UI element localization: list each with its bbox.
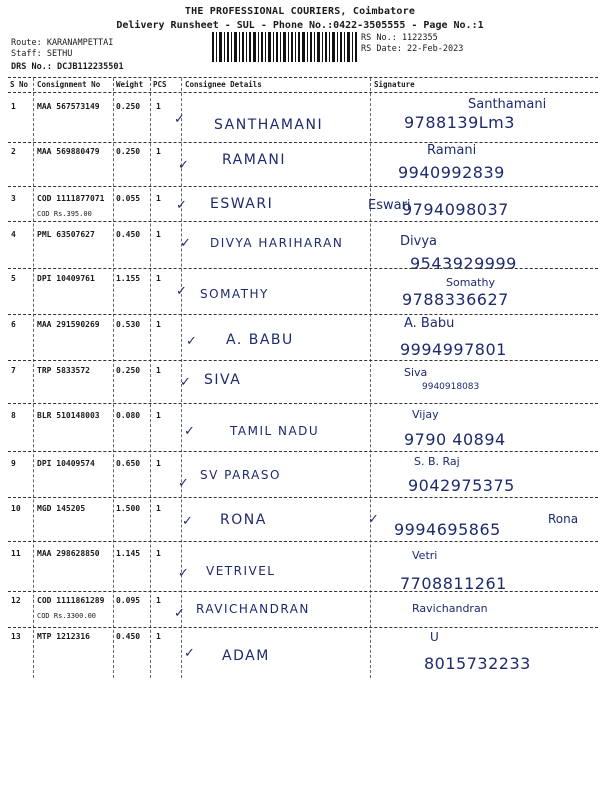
- row-pcs: 1: [156, 632, 161, 641]
- row-sno: 7: [11, 366, 16, 375]
- row-rule: [8, 186, 598, 187]
- tick-mark: ✓: [176, 198, 187, 213]
- signature: Somathy: [446, 276, 495, 289]
- row-consignment-no: COD 1111861289: [37, 596, 105, 605]
- row-weight: 0.250: [116, 147, 141, 156]
- tick-mark: ✓: [368, 512, 379, 527]
- tick-mark: ✓: [174, 112, 185, 127]
- row-weight: 0.250: [116, 366, 141, 375]
- row-weight: 0.650: [116, 459, 141, 468]
- row-rule: [8, 142, 598, 143]
- signature: Siva: [404, 366, 428, 379]
- tick-mark: ✓: [184, 646, 195, 661]
- signature: Santhamani: [468, 97, 547, 112]
- col-header-consignment: Consignment No: [37, 80, 101, 89]
- consignee-name: SIVA: [204, 372, 242, 388]
- signature: Rona: [548, 512, 579, 526]
- row-sno: 5: [11, 274, 16, 283]
- tick-mark: ✓: [186, 334, 197, 349]
- signature: Divya: [400, 234, 437, 249]
- consignee-name: TAMIL NADU: [230, 424, 320, 438]
- row-weight: 0.095: [116, 596, 141, 605]
- col-header-signature: Signature: [374, 80, 415, 89]
- row-consignment-no: DPI 10409574: [37, 459, 95, 468]
- tick-mark: ✓: [174, 606, 185, 621]
- phone-number: 8015732233: [424, 654, 531, 673]
- row-sno: 3: [11, 194, 16, 203]
- rs-date: RS Date: 22-Feb-2023: [361, 44, 464, 54]
- row-consignment-no: DPI 10409761: [37, 274, 95, 283]
- row-sno: 4: [11, 230, 16, 239]
- cod-amount: COD Rs.3300.00: [37, 612, 97, 620]
- row-sno: 13: [11, 632, 21, 641]
- row-rule: [8, 497, 598, 498]
- tick-mark: ✓: [176, 284, 187, 299]
- phone-number: 9994997801: [400, 340, 507, 359]
- row-consignment-no: MTP 1212316: [37, 632, 90, 641]
- tick-mark: ✓: [178, 566, 189, 581]
- signature: Ramani: [427, 143, 477, 158]
- row-consignment-no: MGD 145205: [37, 504, 86, 513]
- row-weight: 1.155: [116, 274, 141, 283]
- runsheet-subtitle: Delivery Runsheet - SUL - Phone No.:0422-3505555 - Page No.:1: [116, 20, 484, 31]
- row-rule: [8, 403, 598, 404]
- tick-mark: ✓: [180, 375, 191, 390]
- row-sno: 2: [11, 147, 16, 156]
- row-pcs: 1: [156, 596, 161, 605]
- signature: Vijay: [412, 408, 439, 421]
- signature: A. Babu: [404, 316, 455, 331]
- col-divider: [113, 78, 114, 678]
- consignee-name: RAMANI: [222, 152, 286, 168]
- tick-mark: ✓: [182, 514, 193, 529]
- consignee-name: RAVICHANDRAN: [196, 602, 310, 616]
- row-rule: [8, 627, 598, 628]
- phone-number: 9790 40894: [404, 430, 506, 449]
- row-rule: [8, 268, 598, 269]
- phone-number: 9994695865: [394, 520, 501, 539]
- row-sno: 12: [11, 596, 21, 605]
- tick-mark: ✓: [180, 236, 191, 251]
- row-pcs: 1: [156, 459, 161, 468]
- col-header-sno: S No: [10, 80, 29, 89]
- row-sno: 6: [11, 320, 16, 329]
- consignee-name: ADAM: [222, 648, 270, 664]
- phone-number: 9788336627: [402, 290, 509, 309]
- consignee-name: SANTHAMANI: [214, 117, 324, 133]
- phone-number: 9788139Lm3: [404, 113, 515, 132]
- row-pcs: 1: [156, 549, 161, 558]
- phone-number: 9940918083: [422, 382, 480, 392]
- row-consignment-no: COD 1111877071: [37, 194, 105, 203]
- phone-number: 9042975375: [408, 476, 515, 495]
- row-sno: 11: [11, 549, 21, 558]
- barcode: [212, 32, 358, 62]
- consignee-name: SV PARASO: [200, 468, 281, 482]
- tick-mark: ✓: [184, 424, 195, 439]
- col-header-weight: Weight: [116, 80, 144, 89]
- consignee-name: VETRIVEL: [206, 564, 276, 578]
- company-title: THE PROFESSIONAL COURIERS, Coimbatore: [184, 6, 416, 17]
- consignee-name: ESWARI: [210, 196, 274, 212]
- row-weight: 1.500: [116, 504, 141, 513]
- row-rule: [8, 541, 598, 542]
- row-consignment-no: BLR 510148003: [37, 411, 100, 420]
- row-consignment-no: MAA 569880479: [37, 147, 100, 156]
- row-pcs: 1: [156, 320, 161, 329]
- row-rule: [8, 360, 598, 361]
- row-pcs: 1: [156, 411, 161, 420]
- drs-number: DRS No.: DCJB112235501: [11, 62, 124, 72]
- row-pcs: 1: [156, 274, 161, 283]
- header-rule: [8, 92, 598, 93]
- consignee-name: DIVYA HARIHARAN: [210, 236, 344, 250]
- consignee-name: SOMATHY: [200, 287, 269, 301]
- col-header-pcs: PCS: [153, 80, 167, 89]
- signature: Eswari: [368, 198, 411, 213]
- row-consignment-no: TRP 5833572: [37, 366, 90, 375]
- row-weight: 1.145: [116, 549, 141, 558]
- staff-label: Staff: SETHU: [11, 49, 73, 59]
- col-header-consignee: Consignee Details: [185, 80, 262, 89]
- row-weight: 0.530: [116, 320, 141, 329]
- cod-amount: COD Rs.395.00: [37, 210, 92, 218]
- signature: Vetri: [412, 549, 438, 562]
- tick-mark: ✓: [178, 158, 189, 173]
- row-sno: 10: [11, 504, 21, 513]
- row-consignment-no: MAA 298628850: [37, 549, 100, 558]
- row-consignment-no: PML 63507627: [37, 230, 95, 239]
- consignee-name: RONA: [220, 512, 267, 528]
- row-consignment-no: MAA 291590269: [37, 320, 100, 329]
- signature: Ravichandran: [412, 602, 488, 615]
- phone-number: 7708811261: [400, 574, 507, 593]
- tick-mark: ✓: [178, 476, 189, 491]
- row-weight: 0.055: [116, 194, 141, 203]
- row-pcs: 1: [156, 504, 161, 513]
- row-pcs: 1: [156, 147, 161, 156]
- signature: S. B. Raj: [414, 455, 460, 468]
- col-divider: [33, 78, 34, 678]
- table-top-rule: [8, 77, 598, 78]
- row-weight: 0.250: [116, 102, 141, 111]
- phone-number: 9794098037: [402, 200, 509, 219]
- phone-number: 9543929999: [410, 254, 517, 273]
- row-rule: [8, 451, 598, 452]
- row-pcs: 1: [156, 194, 161, 203]
- row-sno: 9: [11, 459, 16, 468]
- row-weight: 0.080: [116, 411, 141, 420]
- rs-number: RS No.: 1122355: [361, 33, 438, 43]
- row-sno: 8: [11, 411, 16, 420]
- row-rule: [8, 314, 598, 315]
- row-rule: [8, 221, 598, 222]
- col-divider: [370, 78, 371, 678]
- consignee-name: A. BABU: [226, 332, 294, 348]
- signature: U: [430, 630, 439, 644]
- row-weight: 0.450: [116, 230, 141, 239]
- row-rule: [8, 591, 598, 592]
- route-label: Route: KARANAMPETTAI: [11, 38, 114, 48]
- row-pcs: 1: [156, 230, 161, 239]
- col-divider: [150, 78, 151, 678]
- row-pcs: 1: [156, 366, 161, 375]
- row-weight: 0.450: [116, 632, 141, 641]
- row-consignment-no: MAA 567573149: [37, 102, 100, 111]
- phone-number: 9940992839: [398, 163, 505, 182]
- row-sno: 1: [11, 102, 16, 111]
- row-pcs: 1: [156, 102, 161, 111]
